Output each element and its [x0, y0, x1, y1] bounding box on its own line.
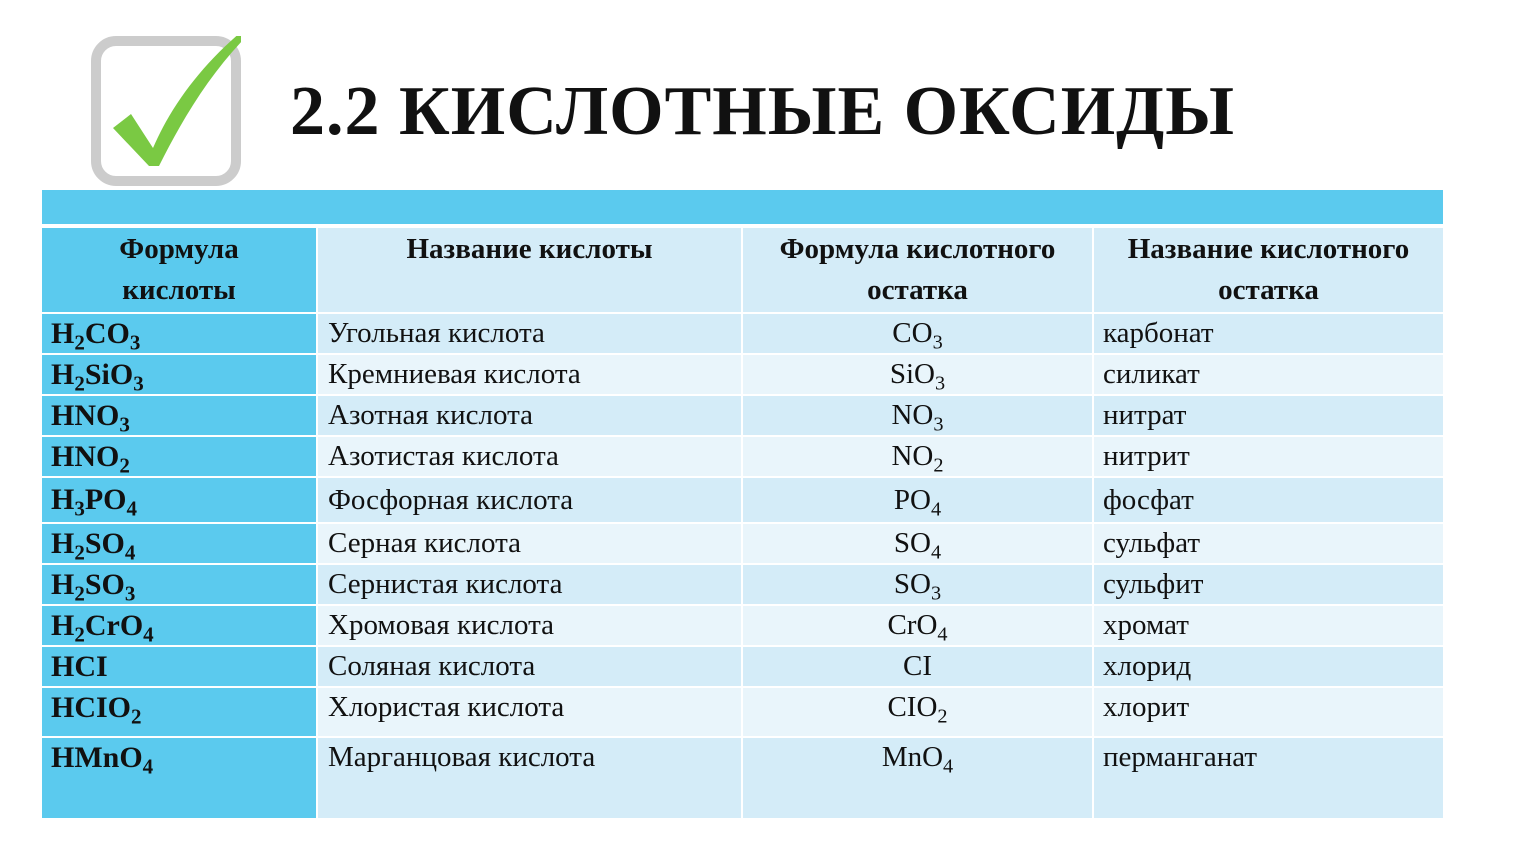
- residue-formula-cell: [743, 437, 1094, 478]
- formula-subscript: 2: [74, 622, 85, 647]
- header-line: Формула кислотного: [779, 233, 1056, 265]
- acid-formula-cell: [42, 738, 318, 820]
- acid-name-cell: Хлористая кислота: [318, 688, 743, 738]
- formula-part: PO: [893, 484, 931, 516]
- formula-subscript: 2: [74, 330, 85, 355]
- table-row: [42, 437, 1443, 478]
- acid-name-cell: Серная кислота: [318, 524, 743, 565]
- acid-formula-cell: [42, 565, 318, 606]
- formula-part: SiO: [84, 358, 134, 391]
- table-row: [42, 738, 1443, 820]
- residue-name-cell: хромат: [1094, 606, 1443, 647]
- acid-formula-cell: [42, 355, 318, 396]
- formula-subscript: 2: [74, 581, 85, 606]
- formula-part: SiO: [889, 358, 935, 390]
- header-line: остатка: [1218, 274, 1319, 306]
- formula-part: CrO: [84, 609, 144, 642]
- formula-part: HCIO: [51, 691, 132, 724]
- formula-subscript: 4: [930, 541, 942, 564]
- formula-part: PO: [84, 483, 127, 516]
- formula-part: CIO: [887, 691, 938, 723]
- header-line: Название кислоты: [406, 233, 653, 265]
- residue-formula-cell: [743, 478, 1094, 524]
- formula-part: SO: [893, 568, 931, 600]
- residue-formula-cell: [743, 565, 1094, 606]
- acid-name-cell: Азотная кислота: [318, 396, 743, 437]
- formula-subscript: 3: [129, 330, 141, 355]
- formula-subscript: 4: [143, 622, 154, 647]
- residue-formula-cell: [743, 396, 1094, 437]
- residue-name-cell: хлорит: [1094, 688, 1443, 738]
- acid-name-cell: Фосфорная кислота: [318, 478, 743, 524]
- header-line: кислоты: [122, 274, 236, 306]
- table-row: [42, 314, 1443, 355]
- formula-part: CrO: [887, 609, 938, 641]
- formula-subscript: 4: [142, 754, 154, 779]
- formula-subscript: 3: [935, 372, 946, 395]
- acid-name-cell: Марганцовая кислота: [318, 738, 743, 820]
- residue-formula-cell: [743, 647, 1094, 688]
- formula-part: HMnO: [51, 741, 143, 774]
- formula-subscript: 4: [943, 755, 954, 778]
- table-top-band: [42, 190, 1443, 224]
- formula-part: H: [51, 609, 75, 642]
- formula-part: NO: [891, 440, 934, 472]
- table-row: [42, 606, 1443, 647]
- acid-name-cell: Хромовая кислота: [318, 606, 743, 647]
- residue-formula-cell: [743, 524, 1094, 565]
- formula-part: CO: [84, 317, 130, 350]
- formula-subscript: 4: [126, 496, 138, 521]
- header-residue-formula: [743, 228, 1094, 314]
- formula-part: HNO: [51, 440, 120, 473]
- formula-subscript: 3: [930, 582, 942, 605]
- formula-subscript: 3: [124, 581, 136, 606]
- formula-subscript: 2: [119, 453, 130, 478]
- formula-subscript: 3: [119, 412, 130, 437]
- residue-formula-cell: [743, 606, 1094, 647]
- formula-part: SO: [84, 568, 125, 601]
- header-line: остатка: [867, 274, 968, 306]
- formula-subscript: 3: [74, 496, 85, 521]
- header-residue-name: [1094, 228, 1443, 314]
- table-row: [42, 565, 1443, 606]
- residue-name-cell: фосфат: [1094, 478, 1443, 524]
- table-row: [42, 647, 1443, 688]
- table-body: [42, 314, 1443, 820]
- formula-part: SO: [893, 527, 931, 559]
- formula-part: CO: [892, 317, 933, 349]
- formula-part: NO: [891, 399, 934, 431]
- formula-subscript: 2: [937, 705, 948, 728]
- checkmark-icon: [91, 36, 241, 186]
- acid-formula-cell: [42, 396, 318, 437]
- formula-subscript: 4: [937, 623, 948, 646]
- acid-formula-cell: [42, 524, 318, 565]
- formula-part: H: [51, 358, 75, 391]
- formula-subscript: 2: [74, 540, 85, 565]
- formula-subscript: 3: [933, 413, 944, 436]
- page-title: 2.2 КИСЛОТНЫЕ ОКСИДЫ: [290, 73, 1236, 150]
- header-line: Формула: [119, 233, 239, 265]
- formula-part: HNO: [51, 399, 120, 432]
- formula-subscript: 2: [131, 704, 142, 729]
- header-line: Название кислотного: [1127, 233, 1410, 265]
- residue-name-cell: карбонат: [1094, 314, 1443, 355]
- residue-name-cell: силикат: [1094, 355, 1443, 396]
- formula-part: H: [51, 527, 75, 560]
- table-header-row: [42, 228, 1443, 314]
- residue-name-cell: нитрат: [1094, 396, 1443, 437]
- formula-part: H: [51, 317, 75, 350]
- formula-part: H: [51, 483, 75, 516]
- formula-subscript: 4: [124, 540, 136, 565]
- formula-part: MnO: [881, 741, 944, 773]
- acid-formula-cell: [42, 688, 318, 738]
- formula-part: HCI: [51, 650, 108, 683]
- residue-name-cell: перманганат: [1094, 738, 1443, 820]
- residue-name-cell: сульфит: [1094, 565, 1443, 606]
- formula-subscript: 3: [133, 371, 144, 396]
- residue-formula-cell: [743, 738, 1094, 820]
- formula-part: H: [51, 568, 75, 601]
- formula-subscript: 4: [930, 498, 942, 521]
- table-row: [42, 478, 1443, 524]
- residue-formula-cell: [743, 688, 1094, 738]
- acid-name-cell: Кремниевая кислота: [318, 355, 743, 396]
- acid-formula-cell: [42, 437, 318, 478]
- formula-subscript: 2: [933, 454, 944, 477]
- acid-name-cell: Сернистая кислота: [318, 565, 743, 606]
- formula-subscript: 3: [932, 331, 943, 354]
- acid-formula-cell: [42, 606, 318, 647]
- acid-name-cell: Азотистая кислота: [318, 437, 743, 478]
- residue-formula-cell: [743, 314, 1094, 355]
- table-row: [42, 524, 1443, 565]
- acid-formula-cell: [42, 314, 318, 355]
- formula-subscript: 2: [74, 371, 85, 396]
- acid-name-cell: Соляная кислота: [318, 647, 743, 688]
- header-acid-formula: [42, 228, 318, 314]
- acid-formula-cell: [42, 647, 318, 688]
- residue-formula-cell: [743, 355, 1094, 396]
- header-acid-name: [318, 228, 743, 314]
- table-row: [42, 355, 1443, 396]
- acid-name-cell: Угольная кислота: [318, 314, 743, 355]
- formula-part: SO: [84, 527, 125, 560]
- residue-name-cell: нитрит: [1094, 437, 1443, 478]
- residue-name-cell: сульфат: [1094, 524, 1443, 565]
- acids-table: [42, 228, 1443, 820]
- table-row: [42, 396, 1443, 437]
- table-row: [42, 688, 1443, 738]
- formula-part: CI: [903, 650, 932, 682]
- acid-formula-cell: [42, 478, 318, 524]
- residue-name-cell: хлорид: [1094, 647, 1443, 688]
